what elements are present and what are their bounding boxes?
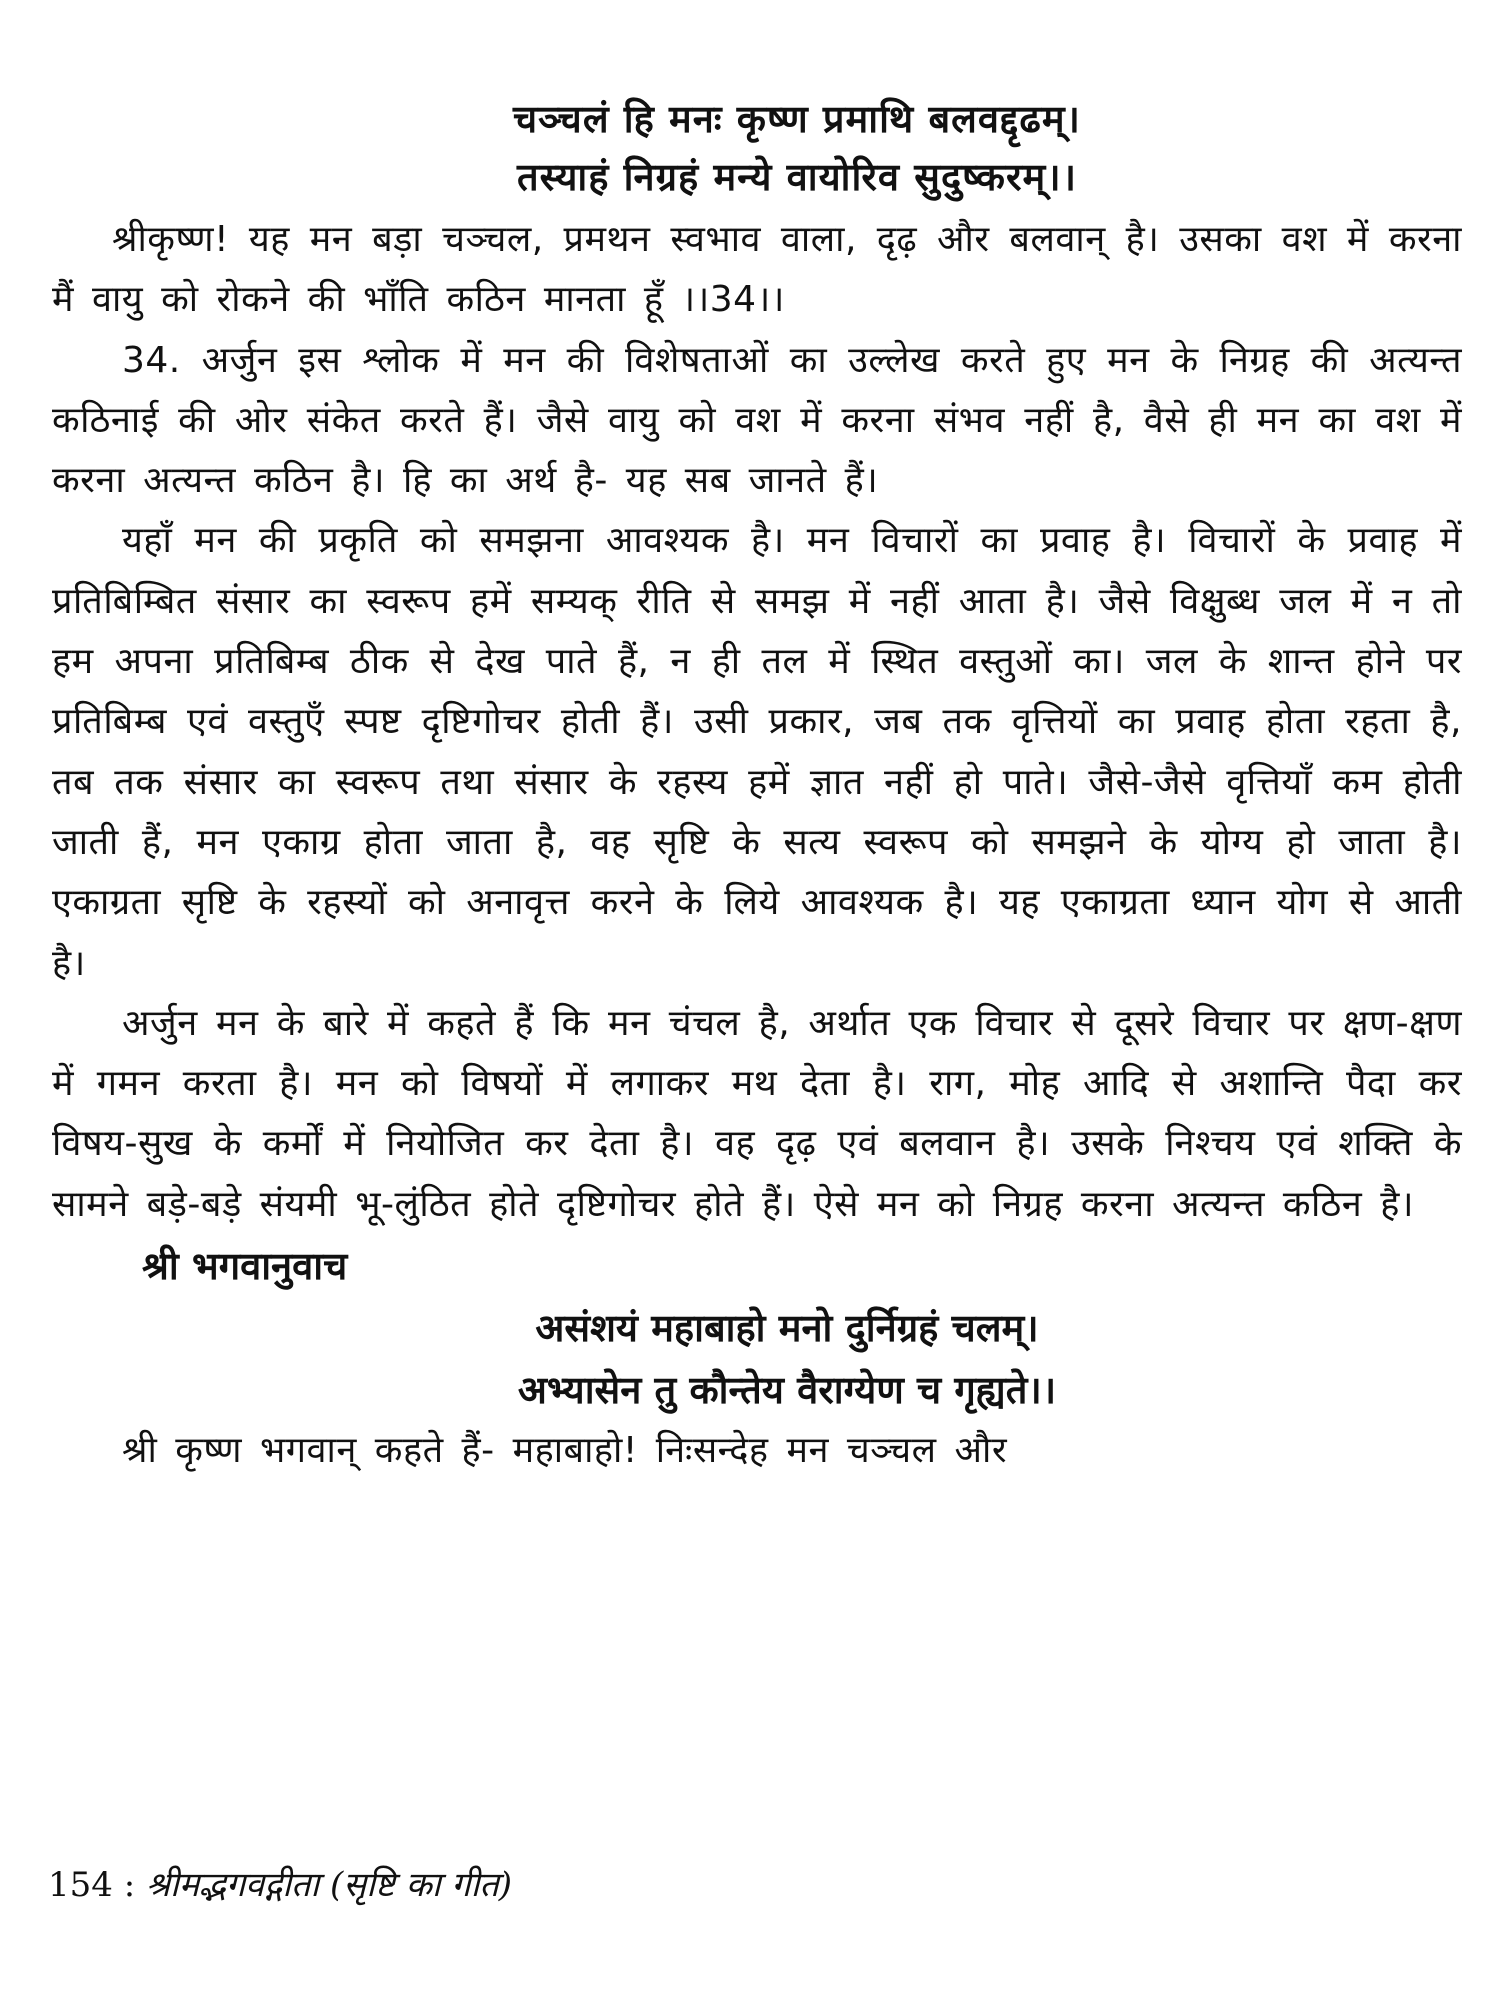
verse1-line1: चञ्चलं हि मनः कृष्ण प्रमाथि बलवद्दृढम्। (513, 97, 1081, 141)
page-footer (48, 1860, 512, 1906)
commentary-paragraph-3: अर्जुन मन के बारे में कहते हैं कि मन चंचल है, अर्थात एक विचार से दूसरे विचार पर क्षण-क्षण में गमन करता है। मन को विषयों में लगाकर मथ देता है। राग, मोह आदि से अशान्ति पैदा कर विषय-सुख के कर्मों में नियोजित कर देता है। वह दृढ़ एवं बलवान है। उसके निश्चय एवं शक्ति के सामने बड़े-बड़े संयमी भू-लुंठित होते दृष्टिगोचर होते हैं। ऐसे मन को निग्रह करना अत्यन्त कठिन है। (52, 1002, 1462, 1225)
verse2-line2: अभ्यासेन तु कौन्तेय वैराग्येण च गृह्यते।। (517, 1368, 1057, 1413)
translation1: श्रीकृष्ण! यह मन बड़ा चञ्चल, प्रमथन स्वभाव वाला, दृढ़ और बलवान् है। उसका वश में करना मैं वायु को रोकने की भाँति कठिन मानता हूँ ।।34।। (52, 219, 1462, 321)
commentary-paragraph-1: 34. अर्जुन इस श्लोक में मन की विशेषताओं का उल्लेख करते हुए मन के निग्रह की अत्यन्त कठिनाई की ओर संकेत करते हैं। जैसे वायु को वश में करना संभव नहीं है, वैसे ही मन का वश में करना अत्यन्त कठिन है। हि का अर्थ है- यह सब जानते हैं। (52, 339, 1462, 502)
book-title: श्रीमद्भगवद्गीता (सृष्टि का गीत) (145, 1865, 513, 1905)
speaker-heading: श्री भगवानुवाच (142, 1244, 348, 1289)
page-content (52, 90, 1462, 1481)
page-number: 154 : (48, 1865, 136, 1905)
translation2: श्री कृष्ण भगवान् कहते हैं- महाबाहो! निःसन्देह मन चञ्चल और (122, 1430, 1008, 1472)
commentary-paragraph-2: यहाँ मन की प्रकृति को समझना आवश्यक है। मन विचारों का प्रवाह है। विचारों के प्रवाह में प्रतिबिम्बित संसार का स्वरूप हमें सम्यक् रीति से समझ में नहीं आता है। जैसे विक्षुब्ध जल में न तो हम अपना प्रतिबिम्ब ठीक से देख पाते हैं, न ही तल में स्थित वस्तुओं का। जल के शान्त होने पर प्रतिबिम्ब एवं वस्तुएँ स्पष्ट दृष्टिगोचर होती हैं। उसी प्रकार, जब तक वृत्तियों का प्रवाह होता रहता है, तब तक संसार का स्वरूप तथा संसार के रहस्य हमें ज्ञात नहीं हो पाते। जैसे-जैसे वृत्तियाँ कम होती जाती हैं, मन एकाग्र होता जाता है, वह सृष्टि के सत्य स्वरूप को समझने के योग्य हो जाता है। एकाग्रता सृष्टि के रहस्यों को अनावृत्त करने के लिये आवश्यक है। यह एकाग्रता ध्यान योग से आती है। (52, 520, 1462, 984)
verse2-line1: असंशयं महाबाहो मनो दुर्निग्रहं चलम्। (535, 1306, 1039, 1351)
verse1-line2: तस्याहं निग्रहं मन्ये वायोरिव सुदुष्करम्।। (516, 155, 1078, 199)
